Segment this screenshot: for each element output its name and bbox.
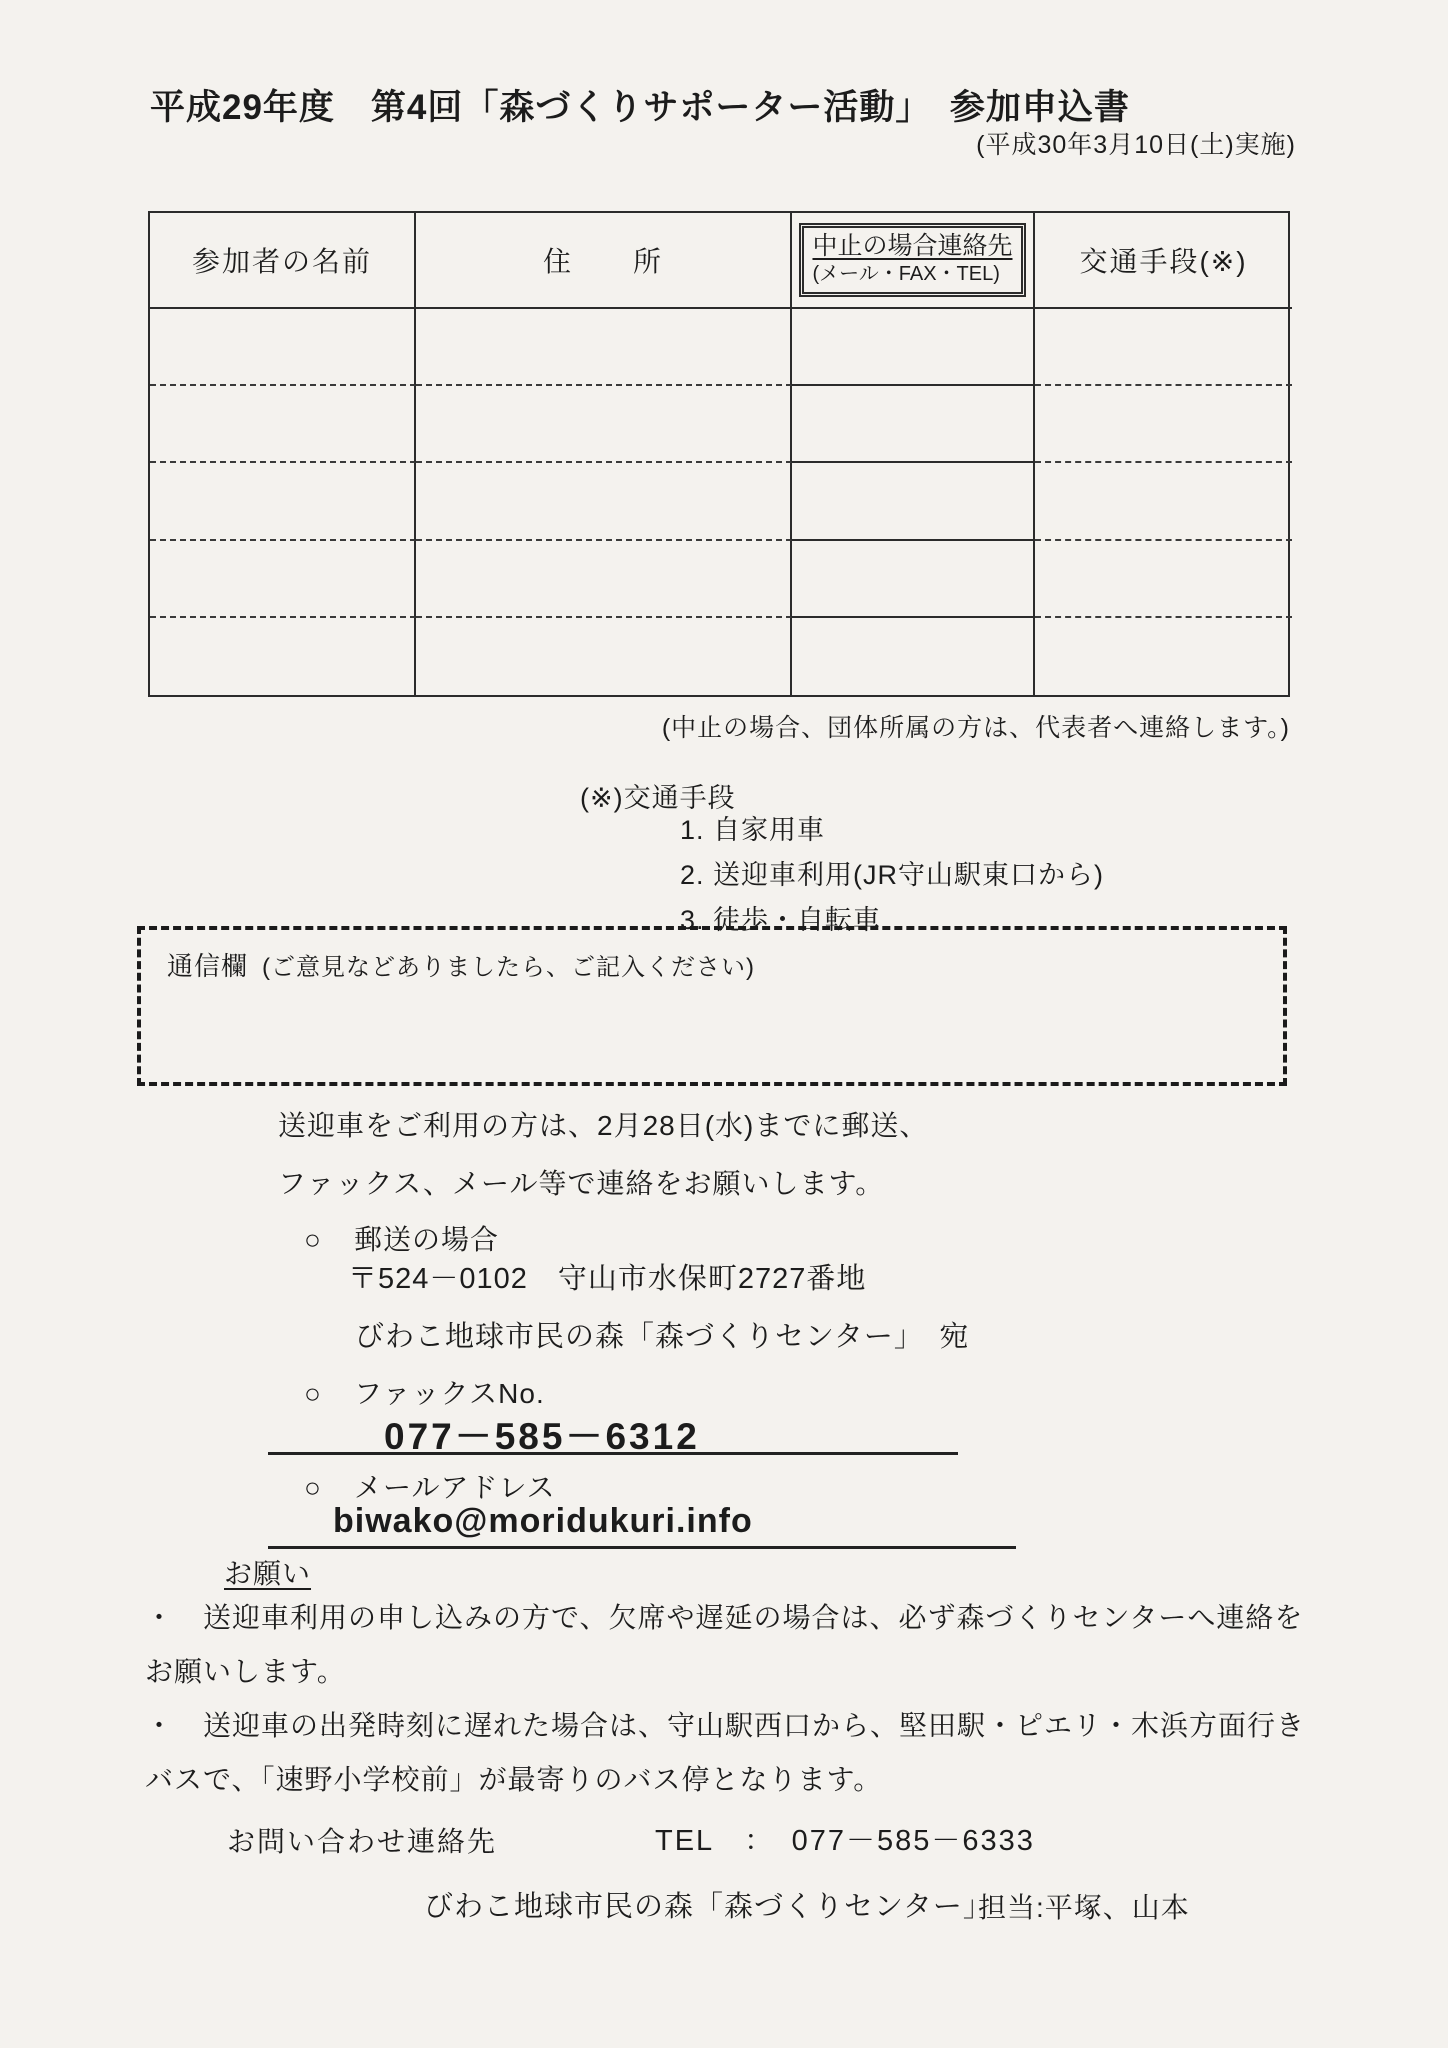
address-input-cell[interactable] [416, 463, 792, 540]
transport-option-private-car: 1. 自家用車 [680, 815, 826, 845]
header-participant-name: 参加者の名前 [150, 213, 416, 309]
circle-bullet-icon: ○ [304, 1378, 322, 1409]
address-input-cell[interactable] [416, 541, 792, 618]
fax-method-text: ファックスNo. [354, 1378, 545, 1409]
mail-method-label [304, 1218, 499, 1258]
event-date-note: (平成30年3月10日(土)実施) [976, 131, 1296, 159]
transport-input-cell[interactable] [1035, 618, 1292, 695]
shuttle-notice-line-2: ファックス、メール等で連絡をお願いします。 [278, 1168, 885, 1199]
request-item-2-line-2: バスで、「速野小学校前」が最寄りのバス停となります。 [145, 1764, 883, 1795]
fax-number: 077－585－6312 [384, 1416, 700, 1457]
email-method-text: メールアドレス [354, 1472, 556, 1503]
circle-bullet-icon: ○ [304, 1224, 322, 1255]
postal-address-line: 〒524－0102 守山市水保町2727番地 [348, 1263, 867, 1295]
name-input-cell[interactable] [150, 309, 416, 386]
circle-bullet-icon: ○ [304, 1472, 322, 1503]
request-item-2-line-1: ・ 送迎車の出発時刻に遅れた場合は、守山駅西口から、堅田駅・ピエリ・木浜方面行き [145, 1710, 1306, 1741]
cancel-contact-sub-label: (メール・FAX・TEL) [812, 263, 1000, 286]
email-underline [268, 1546, 1016, 1549]
inquiry-tel: TEL ： 077－585－6333 [655, 1825, 1035, 1857]
transport-input-cell[interactable] [1035, 386, 1292, 463]
participants-table [148, 211, 1290, 697]
transport-legend-heading: (※)交通手段 [580, 783, 736, 813]
transport-options-list [680, 808, 1104, 943]
shuttle-notice-line-1: 送迎車をご利用の方は、2月28日(水)までに郵送、 [278, 1110, 929, 1141]
cancel-contact-input-cell[interactable] [792, 618, 1035, 695]
transport-input-cell[interactable] [1035, 463, 1292, 540]
comment-input-area[interactable] [151, 990, 1273, 1074]
staff-names: 担当:平塚、山本 [978, 1892, 1190, 1923]
name-input-cell[interactable] [150, 386, 416, 463]
cancel-contact-input-cell[interactable] [792, 463, 1035, 540]
cancel-contact-note: (中止の場合、団体所属の方は、代表者へ連絡します。) [661, 714, 1290, 742]
address-input-cell[interactable] [416, 618, 792, 695]
transport-option-shuttle: 2. 送迎車利用(JR守山駅東口から) [680, 860, 1104, 890]
address-input-cell[interactable] [416, 309, 792, 386]
name-input-cell[interactable] [150, 463, 416, 540]
transport-input-cell[interactable] [1035, 309, 1292, 386]
addressee-line: びわこ地球市民の森「森づくりセンター」 宛 [355, 1321, 970, 1353]
request-item-1-line-2: お願いします。 [145, 1656, 346, 1687]
comment-box-hint: (ご意見などありましたら、ご記入ください) [262, 954, 755, 981]
header-cancel-contact [792, 213, 1035, 309]
transport-input-cell[interactable] [1035, 541, 1292, 618]
comment-box [137, 926, 1287, 1086]
cancel-contact-main-label: 中止の場合連絡先 [812, 231, 1013, 260]
request-item-1-line-1: ・ 送迎車利用の申し込みの方で、欠席や遅延の場合は、必ず森づくりセンターへ連絡を [145, 1602, 1304, 1633]
org-name: びわこ地球市民の森「森づくりセンター」 [424, 1891, 993, 1923]
header-transport: 交通手段(※) [1035, 213, 1292, 309]
email-method-label [304, 1466, 556, 1506]
cancel-contact-box [799, 223, 1025, 297]
name-input-cell[interactable] [150, 541, 416, 618]
cancel-contact-input-cell[interactable] [792, 309, 1035, 386]
comment-box-label: 通信欄 [167, 951, 249, 981]
comment-box-label-row [167, 946, 755, 983]
transport-option-walk-bicycle: 3. 徒歩・自転車 [680, 905, 882, 935]
mail-method-text: 郵送の場合 [354, 1224, 500, 1255]
email-address: biwako@moridukuri.info [333, 1502, 753, 1540]
inquiry-label: お問い合わせ連絡先 [227, 1826, 498, 1857]
page-title: 平成29年度 第4回「森づくりサポーター活動」 参加申込書 [150, 88, 1130, 127]
request-heading: お願い [224, 1558, 312, 1589]
cancel-contact-input-cell[interactable] [792, 386, 1035, 463]
header-address: 住 所 [416, 213, 792, 309]
fax-underline [268, 1452, 958, 1455]
cancel-contact-input-cell[interactable] [792, 541, 1035, 618]
address-input-cell[interactable] [416, 386, 792, 463]
name-input-cell[interactable] [150, 618, 416, 695]
